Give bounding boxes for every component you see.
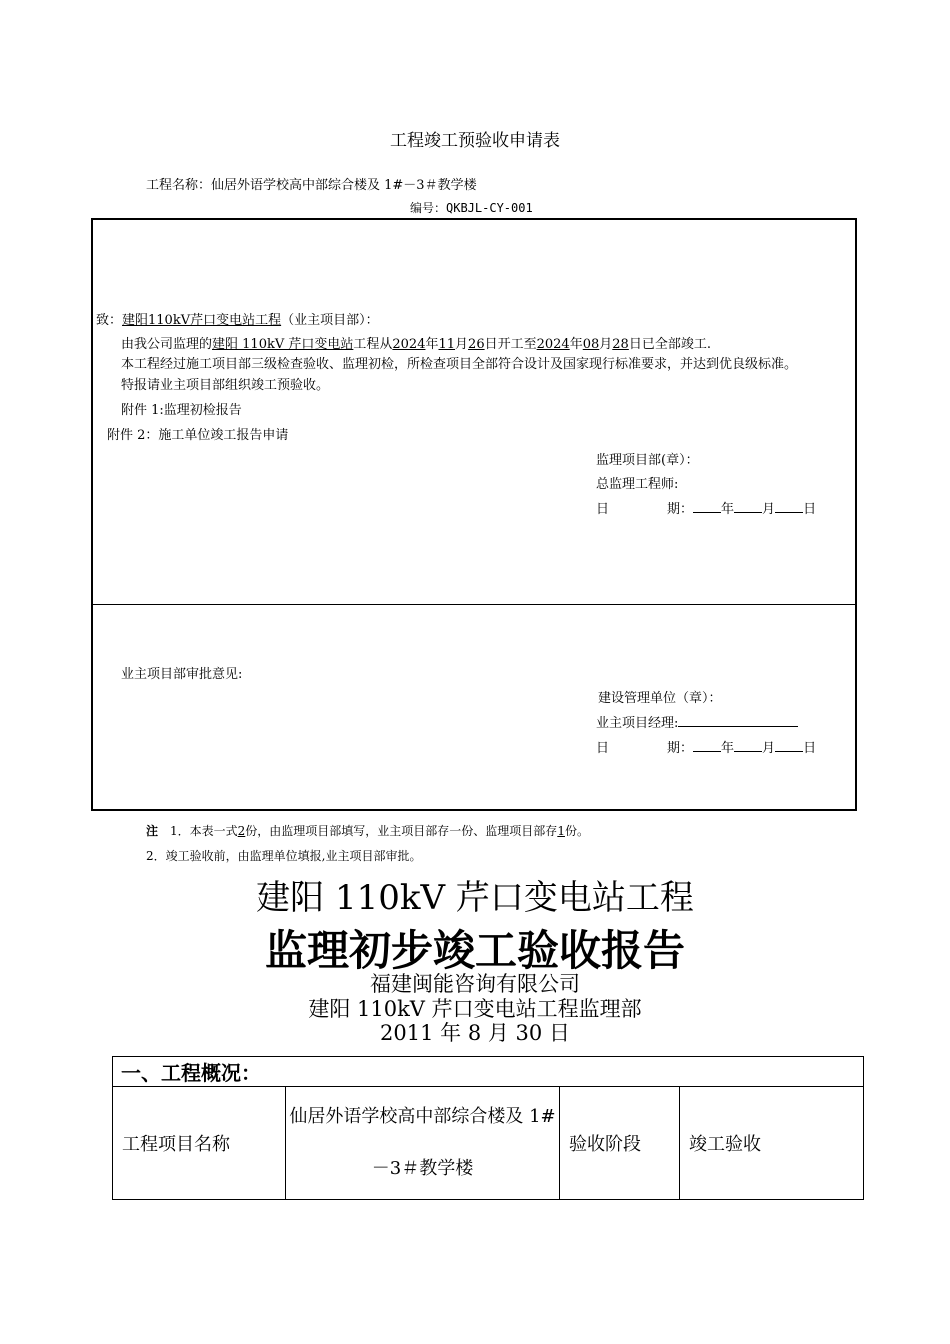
attachment-1: 附件 1:监理初检报告 (121, 403, 242, 418)
project-name-line: 工程名称：仙居外语学校高中部综合楼及 1#－3＃教学楼 (146, 178, 477, 193)
date-line-1: 日 期： 年 月 日 (596, 502, 817, 517)
addressee-name: 建阳110kV芹口变电站工程 (122, 313, 282, 328)
paragraph-standards: 本工程经过施工项目部三级检查验收、监理初检，所检查项目全部符合设计及国家现行标准要求，并达到优良级标准。 (121, 357, 798, 372)
form-title: 工程竣工预验收申请表 (390, 131, 560, 151)
cell-stage-value: 竣工验收 (680, 1087, 864, 1200)
form-divider (93, 604, 855, 605)
management-unit-seal: 建设管理单位（章）： (598, 691, 722, 706)
owner-manager: 业主项目经理: (596, 712, 798, 731)
addressee-suffix: （业主项目部）： (281, 313, 379, 328)
overview-table (112, 1056, 864, 1200)
date-line-2: 日 期： 年 月 日 (596, 741, 817, 756)
note-1: 注 1．本表一式2份，由监理项目部填写，业主项目部存一份、监理项目部存1份。 (146, 824, 589, 838)
report-date: 2011 年 8 月 30 日 (380, 1021, 570, 1045)
supervision-dept-seal: 监理项目部(章）： (596, 453, 699, 468)
cell-stage-label: 验收阶段 (560, 1087, 680, 1200)
cell-project-name-value: 仙居外语学校高中部综合楼及 1# －3＃教学楼 (286, 1087, 560, 1200)
report-dept: 建阳 110kV 芹口变电站工程监理部 (308, 997, 642, 1021)
report-project-title: 建阳 110kV 芹口变电站工程 (256, 878, 694, 918)
cell-project-name-label: 工程项目名称 (113, 1087, 286, 1200)
owner-opinion-label: 业主项目部审批意见: (121, 667, 243, 682)
attachment-2: 附件 2：施工单位竣工报告申请 (107, 428, 289, 443)
report-company: 福建闽能咨询有限公司 (370, 972, 580, 996)
note-2: 2．竣工验收前，由监理单位填报,业主项目部审批。 (146, 849, 422, 863)
overview-header: 一、工程概况： (113, 1057, 864, 1087)
addressee-prefix: 致： (96, 313, 123, 328)
paragraph-request: 特报请业主项目部组织竣工预验收。 (121, 378, 330, 393)
report-title: 监理初步竣工验收报告 (264, 926, 685, 975)
addressee (96, 309, 379, 328)
form-number: 编号：QKBJL-CY-001 (410, 201, 533, 215)
paragraph-completion: 由我公司监理的建阳 110kV 芹口变电站工程从2024年11月26日开工至2024年08月28日已全部竣工. (121, 337, 711, 352)
chief-engineer: 总监理工程师: (596, 477, 679, 492)
